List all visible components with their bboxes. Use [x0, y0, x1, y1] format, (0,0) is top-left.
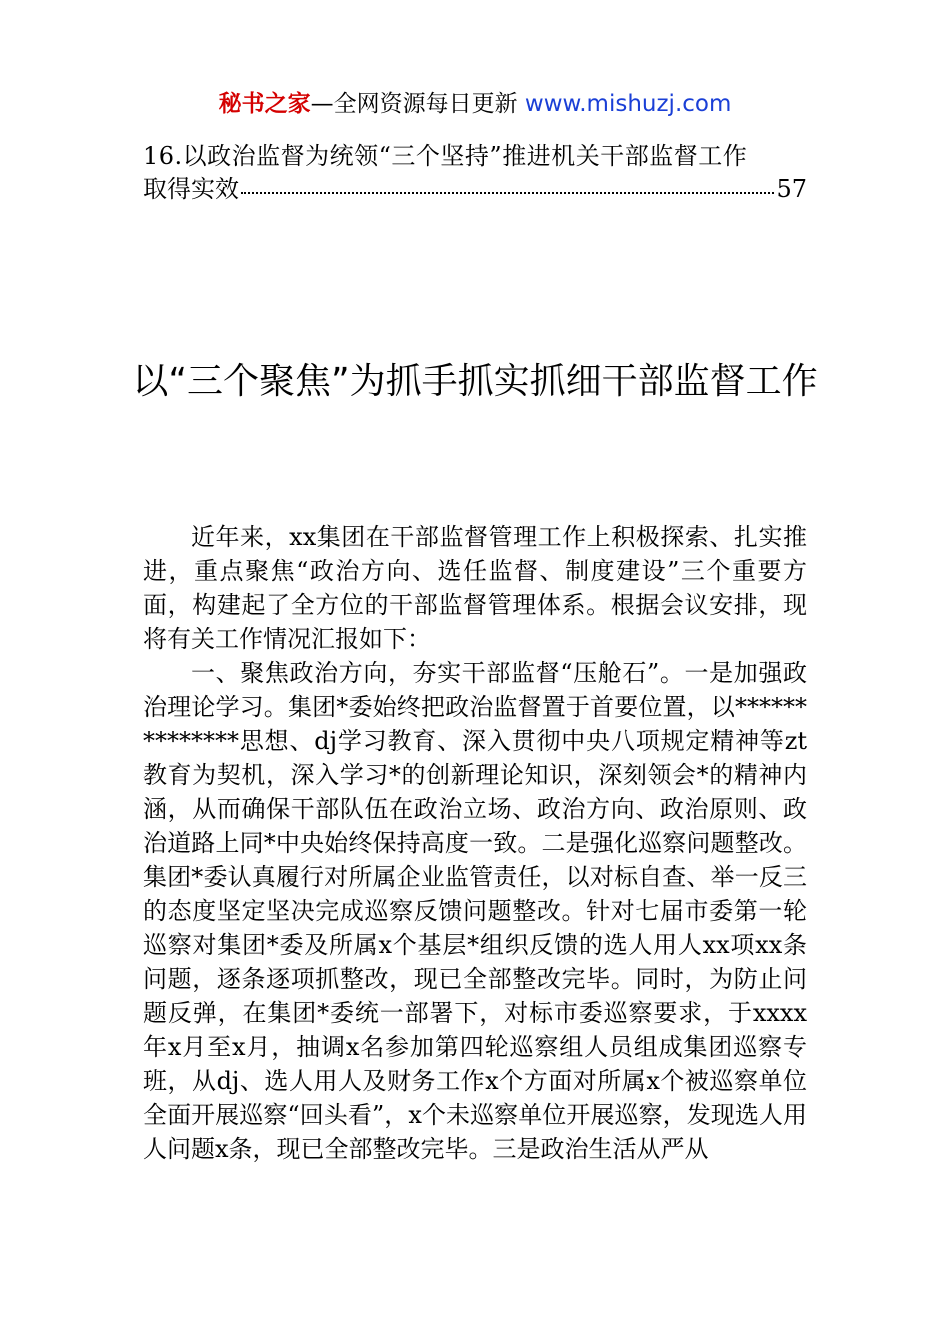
document-title: 以“三个聚焦”为抓手抓实抓细干部监督工作: [132, 361, 818, 402]
toc-entry[interactable]: [143, 140, 807, 206]
brand-name: 秘书之家: [218, 91, 311, 117]
paragraph-intro: 近年来，xx集团在干部监督管理工作上积极探索、扎实推进，重点聚焦“政治方向、选任监督、制度建设”三个重要方面，构建起了全方位的干部监督管理体系。根据会议安排，现将有关工作情况汇报如下：: [143, 523, 807, 653]
toc-page-number: 57: [776, 175, 807, 203]
paragraph-section-one: 一、聚焦政治方向，夯实干部监督“压舱石”。一是加强政治理论学习。集团*委始终把政治监督置于首要位置，以**************思想、dj学习教育、深入贯彻中央八项规定精神等zt教育为契机，深入学习*的创新理论知识，深刻领会*的精神内涵，从而确保干部队伍在政治立场、政治方向、政治原则、政治道路上同*中央始终保持高度一致。二是强化巡察问题整改。集团*委认真履行对所属企业监管责任，以对标自查、举一反三的态度坚定坚决完成巡察反馈问题整改。针对七届市委第一轮巡察对集团*委及所属x个基层*组织反馈的选人用人xx项xx条问题，逐条逐项抓整改，现已全部整改完毕。同时，为防止问题反弹，在集团*委统一部署下，对标市委巡察要求，于xxxx年x月至x月，抽调x名参加第四轮巡察组人员组成集团巡察专班，从dj、选人用人及财务工作x个方面对所属x个被巡察单位全面开展巡察“回头看”，x个未巡察单位开展巡察，发现选人用人问题x条，现已全部整改完毕。三是政治生活从严从: [143, 659, 807, 1163]
toc-entry-continuation: [143, 173, 807, 206]
toc-dot-leader: [241, 173, 774, 197]
site-header: [0, 88, 950, 120]
site-url-link[interactable]: www.mishuzj.com: [524, 91, 732, 117]
toc-entry-title: 16.以政治监督为统领“三个坚持”推进机关干部监督工作: [143, 142, 748, 170]
toc-entry-title-end: 取得实效: [143, 175, 239, 203]
document-body: [143, 520, 807, 1166]
header-tagline: —全网资源每日更新: [310, 91, 525, 117]
